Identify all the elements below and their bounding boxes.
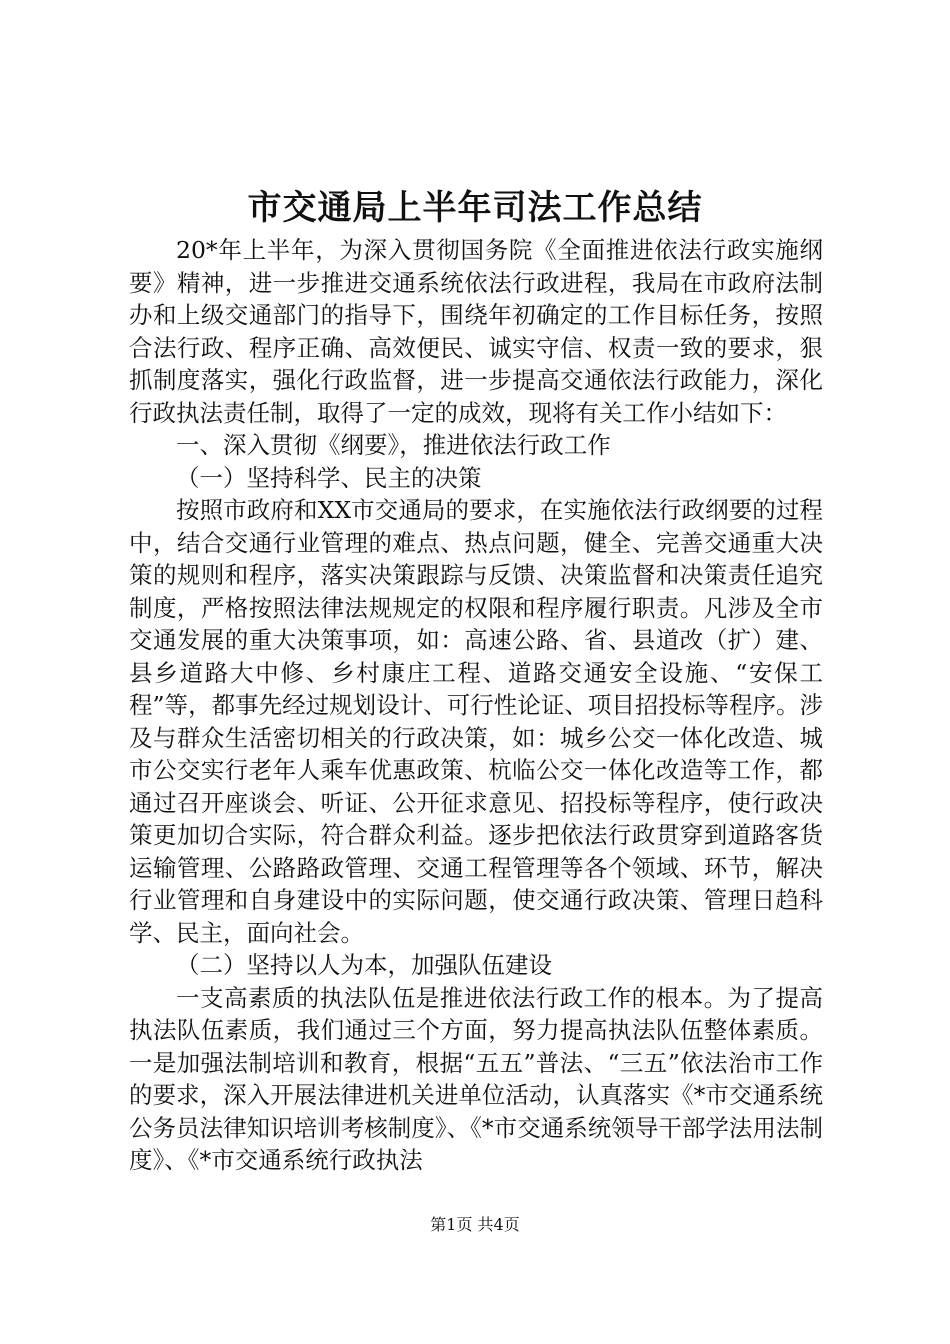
body-paragraph-1: 按照市政府和XX市交通局的要求，在实施依法行政纲要的过程中，结合交通行业管理的难点、热点问题，健全、完善交通重大决策的规则和程序，落实决策跟踪与反馈、决策监督和决策责任追究制度，严格按照法律法规规定的权限和程序履行职责。凡涉及全市交通发展的重大决策事项，如：高速公路、省、县道改（扩）建、县乡道路大中修、乡村康庄工程、道路交通安全设施、“安保工程”等，都事先经过规划设计、可行性论证、项目招投标等程序。涉及与群众生活密切相关的行政决策，如：城乡公交一体化改造、城市公交实行老年人乘车优惠政策、杭临公交一体化改造等工作，都通过召开座谈会、听证、公开征求意见、招投标等程序，使行政决策更加切合实际，符合群众利益。逐步把依法行政贯穿到道路客货运输管理、公路路政管理、交通工程管理等各个领域、环节，解决行业管理和自身建设中的实际问题，使交通行政决策、管理日趋科学、民主，面向社会。 bbox=[129, 496, 823, 947]
section-heading-1: 一、深入贯彻《纲要》，推进依法行政工作 bbox=[176, 431, 611, 459]
body-paragraph-2: 一支高素质的执法队伍是推进依法行政工作的根本。为了提高执法队伍素质，我们通过三个方面，努力提高执法队伍整体素质。一是加强法制培训和教育，根据“五五”普法、“三五”依法治市工作的要求，深入开展法律进机关进单位活动，认真落实《*市交通系统公务员法律知识培训考核制度》、《*市交通系统领导干部学法用法制度》、《*市交通系统行政执法 bbox=[129, 983, 823, 1174]
intro-paragraph: 20*年上半年，为深入贯彻国务院《全面推进依法行政实施纲要》精神，进一步推进交通系统依法行政进程，我局在市政府法制办和上级交通部门的指导下，围绕年初确定的工作目标任务，按照合法行政、程序正确、高效便民、诚实守信、权责一致的要求，狠抓制度落实，强化行政监督，进一步提高交通依法行政能力，深化行政执法责任制，取得了一定的成效，现将有关工作小结如下： bbox=[129, 236, 823, 427]
document-body bbox=[129, 234, 823, 1177]
subsection-heading-1: （一）坚持科学、民主的决策 bbox=[176, 463, 482, 492]
document-title: 市交通局上半年司法工作总结 bbox=[247, 188, 703, 228]
subsection-heading-2: （二）坚持以人为本，加强队伍建设 bbox=[176, 951, 552, 979]
page-footer: 第1页 共4页 bbox=[430, 1215, 520, 1234]
